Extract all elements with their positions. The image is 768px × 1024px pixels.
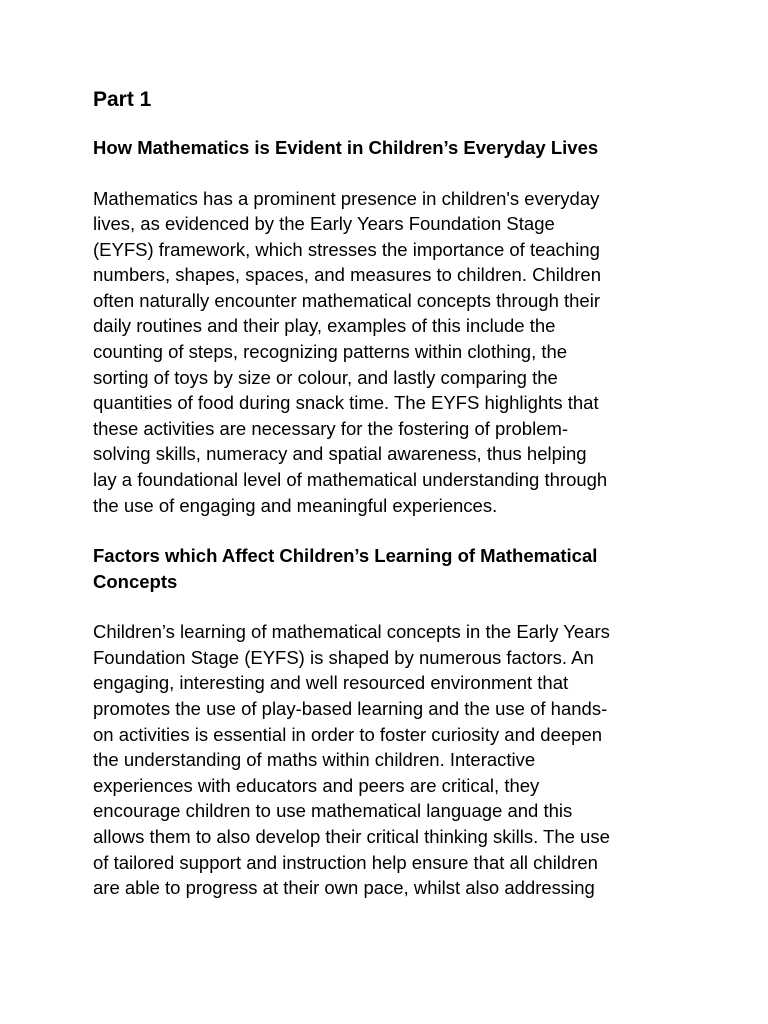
- paragraph-line: promotes the use of play-based learning and the use of hands-: [93, 698, 608, 719]
- paragraph-line: sorting of toys by size or colour, and lastly comparing the: [93, 366, 558, 388]
- paragraph-line: counting of steps, recognizing patterns within clothing, the: [93, 341, 568, 363]
- paragraph-line: allows them to also develop their critical thinking skills. The use: [93, 825, 610, 847]
- section-paragraph: [93, 619, 683, 901]
- paragraph-line: experiences with educators and peers are critical, they: [93, 774, 540, 796]
- paragraph-line: engaging, interesting and well resourced environment that: [93, 672, 569, 694]
- paragraph-line: on activities is essential in order to foster curiosity and deepen: [93, 723, 603, 745]
- section-everyday-lives: [93, 135, 683, 518]
- section-heading: [93, 543, 683, 594]
- paragraph-line: Mathematics has a prominent presence in children's everyday: [93, 187, 600, 209]
- paragraph-line: Foundation Stage (EYFS) is shaped by numerous factors. An: [93, 646, 594, 668]
- section-factors: [93, 543, 683, 901]
- paragraph-line: the use of engaging and meaningful experiences.: [93, 494, 498, 516]
- paragraph-line: numbers, shapes, spaces, and measures to children. Children: [93, 264, 601, 286]
- section-heading: [93, 135, 683, 161]
- paragraph-line: lay a foundational level of mathematical understanding through: [93, 469, 608, 491]
- paragraph-line: often naturally encounter mathematical concepts through their: [93, 289, 600, 311]
- paragraph-line: daily routines and their play, examples of this include the: [93, 315, 556, 337]
- section-paragraph: [93, 186, 683, 519]
- paragraph-line: of tailored support and instruction help ensure that all children: [93, 851, 598, 873]
- paragraph-line: (EYFS) framework, which stresses the importance of teaching: [93, 238, 600, 260]
- document-page: [93, 86, 683, 926]
- paragraph-line: Children’s learning of mathematical concepts in the Early Years: [93, 621, 610, 643]
- paragraph-line: the understanding of maths within children. Interactive: [93, 749, 536, 771]
- part-title: Part 1: [93, 88, 152, 111]
- heading-line: Concepts: [93, 570, 178, 592]
- heading-line: How Mathematics is Evident in Children’s Everyday Lives: [93, 137, 599, 158]
- paragraph-line: encourage children to use mathematical language and this: [93, 800, 573, 822]
- paragraph-line: solving skills, numeracy and spatial awareness, thus helping: [93, 443, 587, 465]
- paragraph-line: quantities of food during snack time. The EYFS highlights that: [93, 392, 599, 414]
- heading-line: Factors which Affect Children’s Learning of Mathematical: [93, 545, 598, 567]
- paragraph-line: these activities are necessary for the fostering of problem-: [93, 417, 569, 439]
- paragraph-line: lives, as evidenced by the Early Years Foundation Stage: [93, 213, 555, 235]
- paragraph-line: are able to progress at their own pace, whilst also addressing: [93, 877, 595, 899]
